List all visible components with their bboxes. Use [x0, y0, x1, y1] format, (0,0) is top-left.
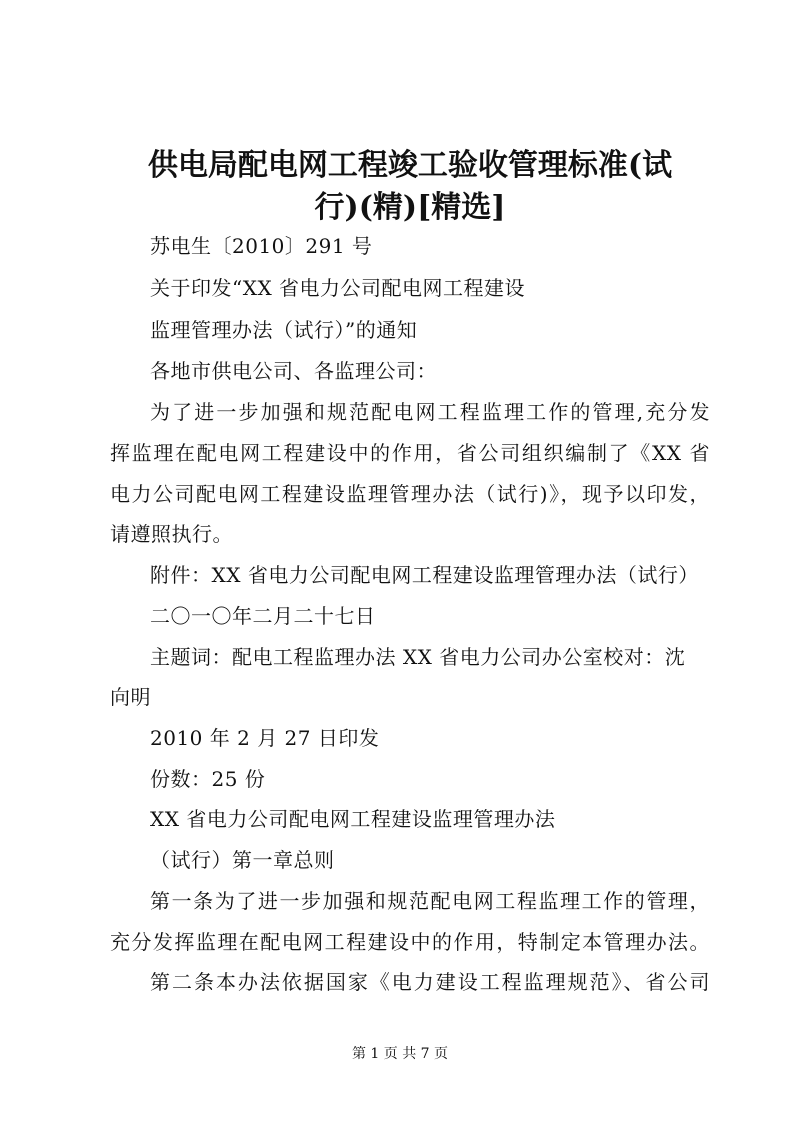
- keywords-line-1: 主题词：配电工程监理办法 XX 省电力公司办公室校对：沈: [150, 645, 686, 669]
- keywords-line-2: 向明: [110, 685, 151, 709]
- paragraph-1-line-1: 为了进一步加强和规范配电网工程监理工作的管理,充分发: [150, 400, 710, 424]
- article-2-line-1: 第二条本办法依据国家《电力建设工程监理规范》、省公司: [150, 970, 710, 994]
- attachment-line: 附件：XX 省电力公司配电网工程建设监理管理办法（试行）: [150, 563, 699, 587]
- addressee: 各地市供电公司、各监理公司：: [150, 359, 437, 383]
- paragraph-1-line-4: 请遵照执行。: [110, 522, 233, 546]
- document-title-line-2: 行)(精)[精选]: [314, 190, 506, 225]
- issue-date: 二〇一〇年二月二十七日: [150, 604, 376, 628]
- print-date: 2010 年 2 月 27 日印发: [150, 726, 380, 750]
- doc-number: 苏电生〔2010〕291 号: [150, 234, 373, 258]
- chapter-heading: （试行）第一章总则: [150, 848, 335, 872]
- document-title-line-1: 供电局配电网工程竣工验收管理标准(试: [147, 148, 673, 183]
- notice-subject-line-1: 关于印发“XX 省电力公司配电网工程建设: [150, 276, 526, 300]
- paragraph-1-line-3: 电力公司配电网工程建设监理管理办法（试行)》，现予以印发，: [110, 482, 710, 506]
- article-1-line-2: 充分发挥监理在配电网工程建设中的作用，特制定本管理办法。: [110, 930, 710, 954]
- page-footer: 第 1 页 共 7 页: [351, 1046, 449, 1062]
- article-1-line-1: 第一条为了进一步加强和规范配电网工程监理工作的管理，: [150, 889, 710, 913]
- notice-subject-line-2: 监理管理办法（试行）”的通知: [150, 318, 418, 342]
- paragraph-1-line-2: 挥监理在配电网工程建设中的作用，省公司组织编制了《XX 省: [110, 441, 710, 465]
- copies-count: 份数：25 份: [150, 767, 266, 791]
- regulation-title: XX 省电力公司配电网工程建设监理管理办法: [150, 807, 556, 831]
